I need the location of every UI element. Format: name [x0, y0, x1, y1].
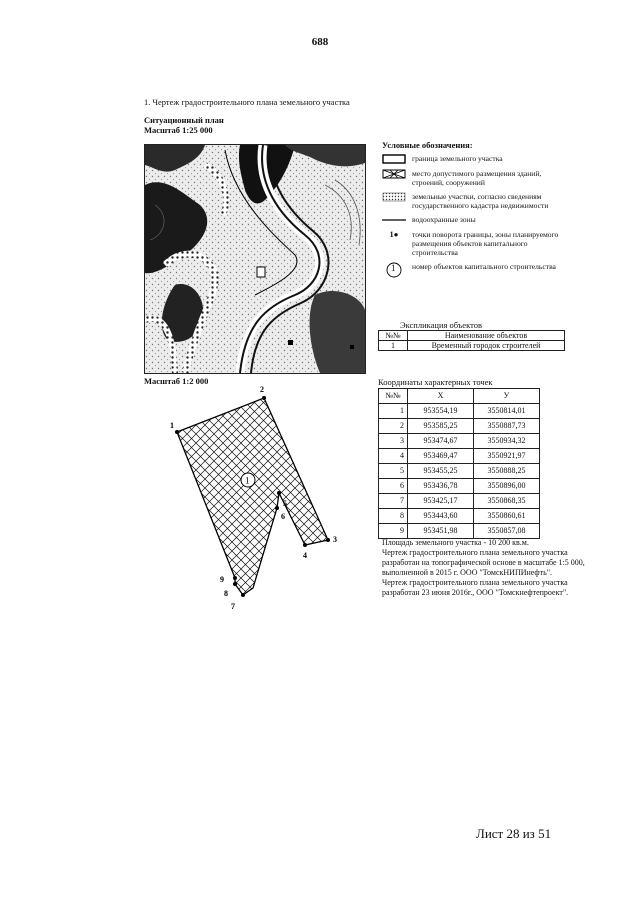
table-cell: 1 — [379, 341, 408, 351]
point-label: 6 — [281, 512, 285, 521]
explication-title: Экспликация объектов — [400, 320, 482, 330]
table-cell: 3550921,97 — [474, 449, 540, 464]
table-cell: 4 — [379, 449, 408, 464]
situation-map-drawing — [145, 145, 365, 373]
sheet-label: Лист 28 из 51 — [476, 826, 552, 841]
table-row — [379, 434, 540, 449]
table-header-row — [379, 389, 540, 404]
page-number: 688 — [311, 36, 329, 48]
table-cell: 6 — [379, 479, 408, 494]
legend-item-turn-points — [382, 230, 572, 257]
legend-text: земельные участки, согласно сведениям государственного кадастра недвижимости — [412, 192, 549, 210]
table-header-cell: У — [474, 389, 540, 404]
table-cell: 953436,78 — [408, 479, 474, 494]
table-row — [379, 479, 540, 494]
legend-text: граница земельного участка — [412, 154, 503, 163]
point-label: 4 — [303, 551, 307, 560]
turn-point — [233, 576, 237, 580]
legend-item-boundary — [382, 154, 572, 164]
plot-svg — [160, 380, 360, 610]
table-row — [379, 404, 540, 419]
legend-text: номер объектов капитального строительства — [412, 262, 556, 271]
point-label: 2 — [260, 385, 264, 394]
turn-point — [303, 543, 307, 547]
turn-point — [326, 538, 330, 542]
table-header-cell: №№ — [379, 389, 408, 404]
table-cell: 3 — [379, 434, 408, 449]
table-row — [379, 524, 540, 539]
table-cell: 3550814,01 — [474, 404, 540, 419]
note-developer: Чертеж градостроительного плана земельного участка разработан 23 июня 2016г., ООО "Томскнефтепроект". — [382, 578, 570, 597]
table-row — [379, 341, 565, 351]
crosshatch-rect-icon — [382, 169, 406, 179]
table-header-cell: Наименование объектов — [408, 331, 565, 341]
table-cell: 953455,25 — [408, 464, 474, 479]
table-cell: 3550934,32 — [474, 434, 540, 449]
situation-map — [144, 144, 366, 374]
table-cell: 7 — [379, 494, 408, 509]
table-cell: 3550888,25 — [474, 464, 540, 479]
turn-point — [233, 582, 237, 586]
legend-item-water-zone — [382, 215, 572, 225]
point-marker-label: 1 — [389, 230, 394, 239]
legend — [382, 141, 572, 283]
dot-icon: ● — [393, 230, 399, 239]
legend-item-cadastre — [382, 192, 572, 210]
table-row — [379, 449, 540, 464]
table-cell: 953425,17 — [408, 494, 474, 509]
point-label: 1 — [170, 421, 174, 430]
table-header-cell: №№ — [379, 331, 408, 341]
point-label: 9 — [220, 575, 224, 584]
legend-title: Условные обозначения: — [382, 140, 473, 150]
point-label: 8 — [224, 589, 228, 598]
situation-plan-heading — [144, 115, 224, 135]
section-title: 1. Чертеж градостроительного плана земельного участка — [144, 97, 350, 107]
table-cell: 3550896,00 — [474, 479, 540, 494]
table-header-row — [379, 331, 565, 341]
table-cell: 953585,25 — [408, 419, 474, 434]
table-cell: 3550868,35 — [474, 494, 540, 509]
table-cell: 3550887,73 — [474, 419, 540, 434]
dotted-rect-icon — [382, 192, 406, 202]
table-row — [379, 419, 540, 434]
point-label: 7 — [231, 602, 235, 610]
outline-rect-icon — [382, 154, 406, 164]
table-header-cell: X — [408, 389, 474, 404]
turn-point — [175, 430, 179, 434]
legend-text: место допустимого размещения зданий, строений, сооружений — [412, 169, 542, 187]
table-row — [379, 494, 540, 509]
table-cell: 953443,60 — [408, 509, 474, 524]
legend-text: точки поворота границы, зоны планируемого размещения объектов капитального строительства — [412, 230, 559, 257]
table-row — [379, 509, 540, 524]
turn-point — [277, 491, 281, 495]
table-row — [379, 464, 540, 479]
legend-item-building-zone — [382, 169, 572, 187]
table-cell: Временный городок строителей — [408, 341, 565, 351]
plot-drawing — [160, 380, 360, 610]
notes-block — [382, 538, 597, 598]
table-cell: 3550857,08 — [474, 524, 540, 539]
circle-number-label: 1 — [391, 263, 396, 273]
object-number-label: 1 — [245, 475, 250, 486]
plan-scale: Масштаб 1:2 000 — [144, 376, 209, 386]
circle-number-icon — [382, 262, 406, 278]
table-cell: 9 — [379, 524, 408, 539]
table-cell: 3550860,61 — [474, 509, 540, 524]
coordinates-title: Координаты характерных точек — [378, 377, 493, 387]
point-marker-icon — [382, 230, 406, 240]
table-cell: 1 — [379, 404, 408, 419]
table-cell: 5 — [379, 464, 408, 479]
turn-point — [241, 593, 245, 597]
turn-point — [275, 506, 279, 510]
turn-point — [262, 396, 266, 400]
table-cell: 8 — [379, 509, 408, 524]
line-icon — [382, 215, 406, 225]
plot-polygon — [177, 398, 328, 595]
note-area: Площадь земельного участка - 10 200 кв.м. — [382, 538, 529, 547]
table-cell: 2 — [379, 419, 408, 434]
explication-table — [378, 330, 565, 351]
note-topography: Чертеж градостроительного плана земельного участка разработан на топографической основе в масштабе 1:5 000, выполненной в 2015 г. ООО "ТомскНИПИнефть". — [382, 548, 587, 577]
legend-text: водоохранные зоны — [412, 215, 476, 224]
table-cell: 953451,98 — [408, 524, 474, 539]
situation-plan-scale: Масштаб 1:25 000 — [144, 125, 213, 135]
coordinates-table — [378, 388, 540, 539]
point-label: 3 — [333, 535, 337, 544]
point-label: 5 — [283, 499, 287, 508]
table-cell: 953469,47 — [408, 449, 474, 464]
table-cell: 953554,19 — [408, 404, 474, 419]
legend-item-object-number — [382, 262, 572, 278]
situation-plan-title: Ситуационный план — [144, 115, 224, 125]
table-cell: 953474,67 — [408, 434, 474, 449]
